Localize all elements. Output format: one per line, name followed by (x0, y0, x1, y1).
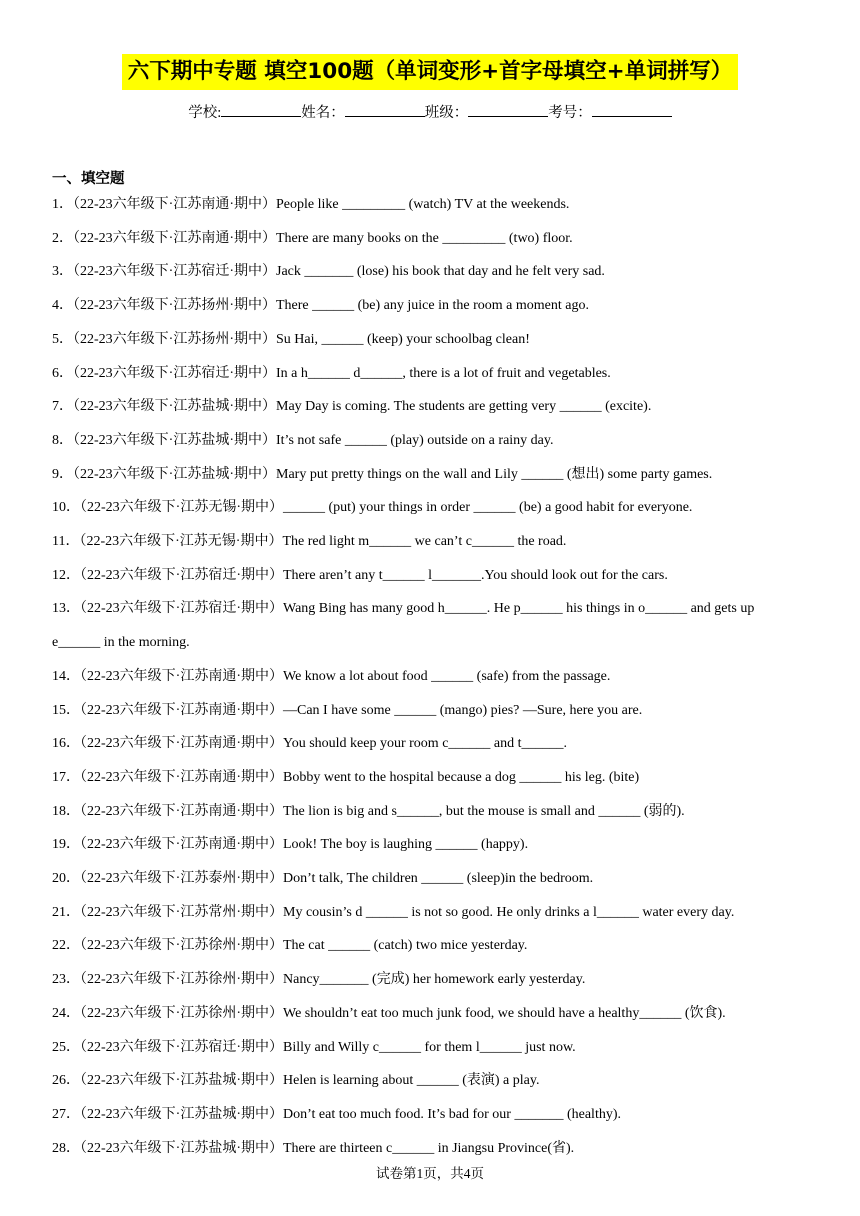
question-source: （22-23六年级下·江苏南通·期中） (73, 230, 276, 246)
question-number: 1． (52, 197, 73, 212)
question-number: 2． (52, 230, 73, 246)
question-number: 28． (52, 1140, 80, 1156)
question-text: —Can I have some ______ (mango) pies? —Sure, here you are. (283, 702, 643, 718)
question-source: （22-23六年级下·江苏南通·期中） (80, 769, 283, 785)
question-item (52, 769, 639, 787)
question-source: （22-23六年级下·江苏南通·期中） (80, 837, 283, 853)
question-item (52, 365, 611, 383)
question-source: （22-23六年级下·江苏宿迁·期中） (80, 601, 283, 617)
question-text: Su Hai, ______ (keep) your schoolbag clean! (276, 331, 530, 347)
school-label: 学校: (188, 105, 222, 121)
question-source: （22-23六年级下·江苏盐城·期中） (80, 1073, 283, 1089)
question-text: Wang Bing has many good h______. He p______ his things in o______ and gets up (283, 601, 755, 617)
question-text: There ______ (be) any juice in the room a moment ago. (276, 298, 589, 314)
question-text: The lion is big and s______, but the mouse is small and ______ (弱的). (283, 803, 685, 819)
question-number: 8． (52, 432, 73, 448)
question-text: We know a lot about food ______ (safe) from the passage. (283, 668, 611, 684)
question-source: （22-23六年级下·江苏扬州·期中） (73, 331, 276, 347)
question-item (52, 836, 528, 854)
question-number: 9． (52, 466, 73, 482)
question-text: The red light m______ we can’t c______ the road. (282, 534, 567, 549)
question-source: （22-23六年级下·江苏无锡·期中） (80, 500, 283, 516)
question-item (52, 1005, 726, 1023)
exam-no-label: 考号： (548, 105, 592, 121)
question-item (52, 1140, 574, 1158)
question-source: （22-23六年级下·江苏盐城·期中） (73, 432, 276, 448)
question-source: （22-23六年级下·江苏盐城·期中） (80, 1140, 283, 1156)
question-number: 13． (52, 601, 80, 617)
question-source: （22-23六年级下·江苏宿迁·期中） (73, 264, 276, 280)
question-text: Jack _______ (lose) his book that day and he felt very sad. (276, 264, 605, 280)
question-item (52, 600, 754, 618)
question-source: （22-23六年级下·江苏扬州·期中） (73, 298, 276, 314)
exam-no-blank[interactable] (592, 102, 672, 117)
question-number: 14． (52, 668, 80, 684)
question-continuation: e______ in the morning. (52, 635, 190, 651)
question-text: Don’t eat too much food. It’s bad for our _______ (healthy). (283, 1106, 622, 1122)
question-number: 25． (52, 1039, 80, 1055)
question-item (52, 432, 553, 450)
question-number: 17． (52, 769, 80, 785)
question-number: 23． (52, 972, 80, 988)
question-source: （22-23六年级下·江苏南通·期中） (80, 702, 283, 718)
question-item (52, 668, 610, 686)
question-number: 24． (52, 1005, 80, 1021)
question-text: Helen is learning about ______ (表演) a play. (283, 1073, 540, 1089)
title-wrap (0, 54, 860, 90)
question-text: It’s not safe ______ (play) outside on a rainy day. (276, 432, 554, 448)
question-item (52, 230, 573, 248)
question-text: Don’t talk, The children ______ (sleep)in the bedroom. (283, 871, 594, 886)
question-number: 16． (52, 736, 80, 752)
question-source: （22-23六年级下·江苏宿迁·期中） (73, 365, 276, 381)
question-text: ______ (put) your things in order ______ (be) a good habit for everyone. (283, 500, 693, 516)
question-source: （22-23六年级下·江苏徐州·期中） (80, 972, 283, 988)
question-item (52, 499, 692, 517)
question-number: 3． (52, 264, 73, 280)
question-item (52, 297, 589, 315)
question-text: Mary put pretty things on the wall and Lily ______ (想出) some party games. (276, 466, 713, 482)
question-number: 4． (52, 298, 73, 314)
section-title: 一、填空题 (52, 171, 125, 187)
question-number: 11． (52, 534, 80, 549)
question-source: （22-23六年级下·江苏盐城·期中） (73, 466, 276, 482)
question-item (52, 196, 569, 214)
question-source: （22-23六年级下·江苏南通·期中） (80, 668, 283, 684)
question-source: （22-23六年级下·江苏泰州·期中） (80, 871, 283, 886)
question-text: Look! The boy is laughing ______ (happy). (283, 837, 529, 853)
question-text: Bobby went to the hospital because a dog ______ his leg. (bite) (283, 769, 640, 785)
question-text: We shouldn’t eat too much junk food, we should have a healthy______ (饮食). (283, 1005, 726, 1021)
question-number: 5． (52, 331, 73, 347)
question-source: （22-23六年级下·江苏徐州·期中） (80, 938, 283, 954)
question-item (52, 803, 685, 821)
question-number: 20． (52, 871, 80, 886)
question-source: （22-23六年级下·江苏宿迁·期中） (80, 1039, 283, 1055)
question-item (52, 937, 527, 955)
question-number: 18． (52, 803, 80, 819)
name-label: 姓名： (301, 105, 345, 121)
question-source: （22-23六年级下·江苏宿迁·期中） (80, 567, 283, 583)
class-label: 班级： (424, 105, 469, 121)
question-item (52, 466, 712, 484)
question-text: In a h______ d______, there is a lot of fruit and vegetables. (276, 365, 611, 381)
question-source: （22-23六年级下·江苏盐城·期中） (73, 399, 276, 415)
question-item (52, 263, 605, 281)
question-text: People like _________ (watch) TV at the weekends. (276, 197, 570, 212)
question-item (52, 533, 566, 551)
question-text: Billy and Willy c______ for them l______ just now. (283, 1039, 576, 1055)
question-item (52, 331, 530, 349)
question-source: （22-23六年级下·江苏无锡·期中） (79, 534, 283, 549)
question-number: 27． (52, 1106, 80, 1122)
question-number: 6． (52, 365, 73, 381)
question-text: The cat ______ (catch) two mice yesterday. (283, 938, 528, 954)
question-item (52, 398, 651, 416)
question-text: There are many books on the _________ (two) floor. (276, 230, 573, 246)
question-item (52, 702, 642, 720)
question-item (52, 1106, 621, 1124)
question-item (52, 567, 668, 585)
question-text: You should keep your room c______ and t______. (283, 736, 568, 752)
question-item (52, 971, 585, 989)
page-title: 六下期中专题 填空100题（单词变形+首字母填空+单词拼写） (122, 54, 738, 90)
question-source: （22-23六年级下·江苏盐城·期中） (80, 1106, 283, 1122)
question-number: 10． (52, 500, 80, 516)
school-blank[interactable] (221, 102, 301, 117)
question-number: 26． (52, 1073, 80, 1089)
question-source: （22-23六年级下·江苏徐州·期中） (80, 1005, 283, 1021)
question-text: There aren’t any t______ l_______.You should look out for the cars. (283, 567, 668, 583)
question-source: （22-23六年级下·江苏南通·期中） (80, 736, 283, 752)
question-number: 22． (52, 938, 80, 954)
class-blank[interactable] (468, 102, 548, 117)
question-item (52, 735, 567, 753)
question-item (52, 870, 593, 888)
question-text: May Day is coming. The students are getting very ______ (excite). (276, 399, 652, 415)
student-info-line (0, 101, 860, 122)
question-number: 12． (52, 567, 80, 583)
question-text: Nancy_______ (完成) her homework early yesterday. (283, 972, 586, 988)
question-source: （22-23六年级下·江苏常州·期中） (80, 904, 283, 920)
question-text: My cousin’s d ______ is not so good. He only drinks a l______ water every day. (283, 904, 735, 920)
question-number: 7． (52, 399, 73, 415)
name-blank[interactable] (345, 102, 425, 117)
question-number: 21． (52, 904, 80, 920)
question-text: There are thirteen c______ in Jiangsu Province(省). (283, 1140, 575, 1156)
question-item (52, 1039, 576, 1057)
question-item (52, 904, 734, 922)
question-item (52, 1072, 539, 1090)
question-number: 15． (52, 702, 80, 718)
question-source: （22-23六年级下·江苏南通·期中） (73, 197, 276, 212)
page-footer: 试卷第1页，共4页 (376, 1166, 484, 1181)
question-number: 19． (52, 837, 80, 853)
question-source: （22-23六年级下·江苏南通·期中） (80, 803, 283, 819)
